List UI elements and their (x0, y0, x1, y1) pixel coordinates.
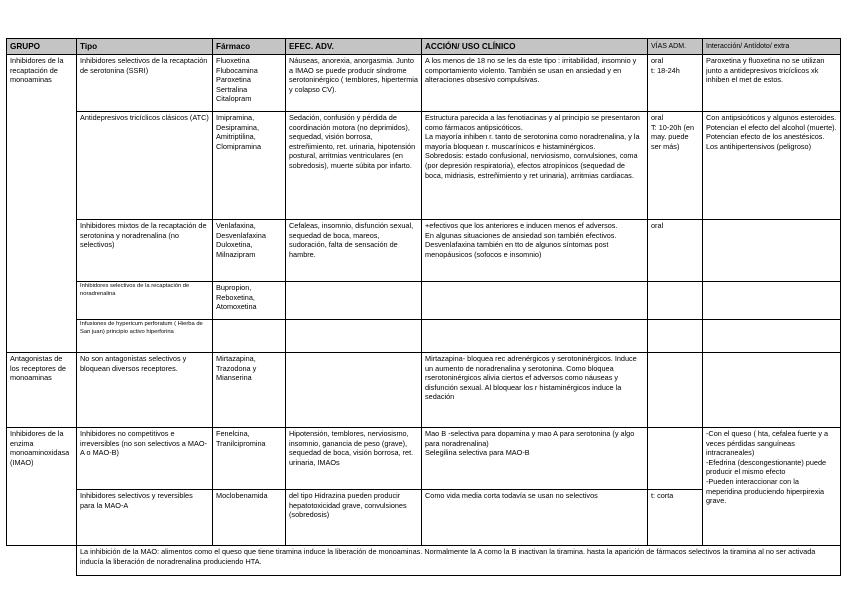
col-header-efec: EFEC. ADV. (286, 39, 422, 55)
table-row-atc (7, 112, 841, 220)
col-header-vias: VÍAS ADM. (648, 39, 703, 55)
interaccion-cell (703, 220, 841, 282)
vias-cell: oral t: 18-24h (648, 55, 703, 112)
vias-cell (648, 428, 703, 490)
table-row-noradrenalina (7, 282, 841, 320)
tipo-cell: Inhibidores selectivos de la recaptación de noradrenalina (77, 282, 213, 320)
farmaco-cell: Imipramina, Desipramina, Amitriptilina, Clomipramina (213, 112, 286, 220)
table-row-antagonistas (7, 353, 841, 428)
farmaco-cell: Venlafaxina, Desvenlafaxina Duloxetina, Milnazipram (213, 220, 286, 282)
interaccion-cell (703, 282, 841, 320)
drug-table (6, 38, 841, 576)
accion-cell (422, 282, 648, 320)
group-cell-recaptacion: Inhibidores de la recaptación de monoaminas (7, 55, 77, 353)
interaccion-cell (703, 320, 841, 353)
table-row-mixtos (7, 220, 841, 282)
accion-cell: Mao B -selectiva para dopamina y mao A para serotonina (y algo para noradrenalina) Selegilina selectiva para MAO-B (422, 428, 648, 490)
interaccion-cell (703, 353, 841, 428)
farmaco-cell: Fenelcina, Tranilcipromina (213, 428, 286, 490)
efec-cell (286, 282, 422, 320)
efec-cell: Hipotensión, temblores, nerviosismo, insomnio, ganancia de peso (grave), sequedad de boca, visión borrosa, ret. urinaria, IMAOs (286, 428, 422, 490)
farmaco-cell: Bupropion, Reboxetina, Atomoxetina (213, 282, 286, 320)
efec-cell: del tipo Hidrazina pueden producir hepatotoxicidad grave, convulsiones (sobredosis) (286, 490, 422, 546)
vias-cell: t: corta (648, 490, 703, 546)
group-cell-antagonistas: Antagonistas de los receptores de monoaminas (7, 353, 77, 428)
farmaco-cell: Moclobenamida (213, 490, 286, 546)
interaccion-cell: -Con el queso ( hta, cefalea fuerte y a veces pérdidas sanguíneas intracraneales) -Efedrina (descongestionante) puede producir el mismo efecto -Pueden interaccionar con la meperidina produciendo hiperpirexia grave. (703, 428, 841, 546)
accion-cell: Mirtazapina- bloquea rec adrenérgicos y serotoninérgicos. Induce un aumento de noradrenalina y serotonina. Como bloquea rserotoninérgicos alivia ciertos ef adversos como náuseas y disfunción sexual. Al bloquear los r histaminérgicos induce la sedación (422, 353, 648, 428)
tipo-cell: Inhibidores selectivos y reversibles para la MAO-A (77, 490, 213, 546)
vias-cell: oral T: 10-20h (en may. puede ser más) (648, 112, 703, 220)
table-row-imao-irreversibles (7, 428, 841, 490)
tipo-cell: Inhibidores mixtos de la recaptación de serotonina y noradrenalina (no selectivos) (77, 220, 213, 282)
header-row (7, 39, 841, 55)
interaccion-cell: Con antipsicóticos y algunos esteroides. Potencian el efecto del alcohol (muerte). Potencian efecto de los anestésicos. Los antihipertensivos (peligroso) (703, 112, 841, 220)
col-header-accion: ACCIÓN/ USO CLÍNICO (422, 39, 648, 55)
footnote: La inhibición de la MAO: alimentos como el queso que tiene tiramina induce la liberación de monoaminas. Normalmente la A como la B inactivan la tiramina. hasta la aparición de fármacos selectivos la tiramina al no ser activada inducía la liberación de noradrenalina produciendo HTA. (77, 546, 841, 576)
col-header-tipo: Tipo (77, 39, 213, 55)
tipo-cell: Inhibidores selectivos de la recaptación de serotonina (SSRI) (77, 55, 213, 112)
efec-cell (286, 353, 422, 428)
tipo-cell: Inhibidores no competitivos e irreversibles (no son selectivos a MAO-A o MAO-B) (77, 428, 213, 490)
accion-cell: +efectivos que los anteriores e inducen menos ef adversos. En algunas situaciones de ansiedad son también efectivos. Desvenlafaxina también en tto de algunos síntomas post menopáusicos (sofocos e insomnio) (422, 220, 648, 282)
farmaco-cell: Mirtazapina, Trazodona y Mianserina (213, 353, 286, 428)
accion-cell: A los menos de 18 no se les da este tipo : irritabilidad, insomnio y comportamiento violento. También se usan en ansiedad y en alteraciones obsesivo compulsivas. (422, 55, 648, 112)
farmaco-cell (213, 320, 286, 353)
col-header-interaccion: Interacción/ Antídoto/ extra (703, 39, 841, 55)
interaccion-cell: Paroxetina y fluoxetina no se utilizan junto a antidepresivos tricíclicos xk inhiben el met de estos. (703, 55, 841, 112)
table-row-ssri (7, 55, 841, 112)
efec-cell: Náuseas, anorexia, anorgasmia. Junto a IMAO se puede producir síndrome serotoninérgico ( temblores, hipertermia y colapso CV). (286, 55, 422, 112)
efec-cell: Cefaleas, insomnio, disfunción sexual, sequedad de boca, mareos, sudoración, falta de sensación de hambre. (286, 220, 422, 282)
table-row-hypericum (7, 320, 841, 353)
tipo-cell: Antidepresivos tricíclicos clásicos (ATC) (77, 112, 213, 220)
accion-cell: Estructura parecida a las fenotiacinas y al principio se presentaron como fármacos antipsicóticos. La mayoría inhiben r. tanto de serotonina como noradrenalina, y la mayoría bloquean r. muscarínicos e histaminérgicos. Sobredosis: estado confusional, nerviosismo, convulsiones, coma (por depresión respiratoria), efectos atropínicos (sequedad de boca, midriasis, estreñimiento y ret urinaria), arritmias cardiacas. (422, 112, 648, 220)
tipo-cell: No son antagonistas selectivos y bloquean diversos receptores. (77, 353, 213, 428)
vias-cell: oral (648, 220, 703, 282)
group-cell-imao: Inhibidores de la enzima monoaminoxidasa (IMAO) (7, 428, 77, 546)
farmaco-cell: Fluoxetina Flubocamina Paroxetina Sertralina Citalopram (213, 55, 286, 112)
vias-cell (648, 353, 703, 428)
vias-cell (648, 320, 703, 353)
accion-cell: Como vida media corta todavía se usan no selectivos (422, 490, 648, 546)
footnote-spacer (7, 546, 77, 576)
efec-cell: Sedación, confusión y pérdida de coordinación motora (no deprimidos), sequedad, visión borrosa, estreñimiento, ret. urinaria, hipotensión postural, arritmias ventriculares (en sobredosis), muerte súbita por infarto. (286, 112, 422, 220)
tipo-cell: Infusiones de hypericum perforatum ( Hierba de San juan) principio activo hiperforina (77, 320, 213, 353)
vias-cell (648, 282, 703, 320)
col-header-farmaco: Fármaco (213, 39, 286, 55)
table-row-footnote (7, 546, 841, 576)
col-header-grupo: GRUPO (7, 39, 77, 55)
accion-cell (422, 320, 648, 353)
efec-cell (286, 320, 422, 353)
